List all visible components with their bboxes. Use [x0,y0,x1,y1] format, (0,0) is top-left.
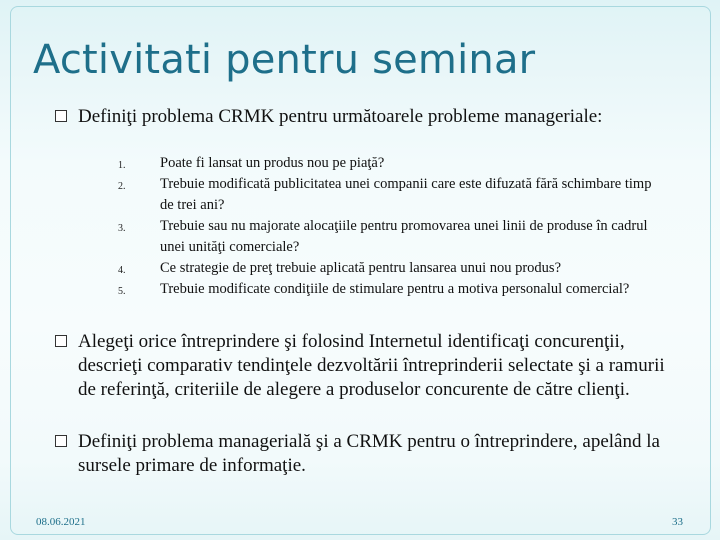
list-item [118,258,658,279]
list-item-number: 5. [118,286,126,297]
list-item-number: 2. [118,181,126,192]
paragraph-2 [55,330,685,402]
list-item [118,279,658,300]
square-bullet-icon [55,110,67,122]
list-item [118,153,658,174]
paragraph-1-text: Definiţi problema CRMK pentru următoarele probleme manageriale: [78,106,603,127]
footer-page-number: 33 [672,516,683,528]
list-item-number: 3. [118,223,126,234]
list-item-text: Ce strategie de preţ trebuie aplicată pentru lansarea unui nou produs? [160,260,562,276]
footer-date: 08.06.2021 [36,516,86,528]
paragraph-2-text: Alegeţi orice întreprindere şi folosind Internetul identificaţi concurenţii, descrieţi comparativ tendinţele dezvoltării întreprinderii selectate şi a ramurii de referinţă, criteriile de alegere a produselor concurente de către clienţi. [78,331,665,400]
numbered-list [118,153,658,300]
paragraph-3 [55,430,685,478]
list-item-text: Poate fi lansat un produs nou pe piaţă? [160,155,385,171]
list-item-number: 1. [118,160,126,171]
list-item-text: Trebuie sau nu majorate alocaţiile pentru promovarea unei linii de produse în cadrul unei unităţi comerciale? [160,218,648,255]
square-bullet-icon [55,435,67,447]
list-item [118,174,658,216]
list-item-text: Trebuie modificată publicitatea unei companii care este difuzată fără schimbare timp de trei ani? [160,176,652,213]
list-item-number: 4. [118,265,126,276]
list-item [118,216,658,258]
paragraph-1 [55,105,685,129]
square-bullet-icon [55,335,67,347]
list-item-text: Trebuie modificate condiţiile de stimulare pentru a motiva personalul comercial? [160,281,630,297]
paragraph-3-text: Definiţi problema managerială şi a CRMK pentru o întreprindere, apelând la sursele primare de informaţie. [78,431,660,476]
slide-title: Activitati pentru seminar [33,37,536,83]
